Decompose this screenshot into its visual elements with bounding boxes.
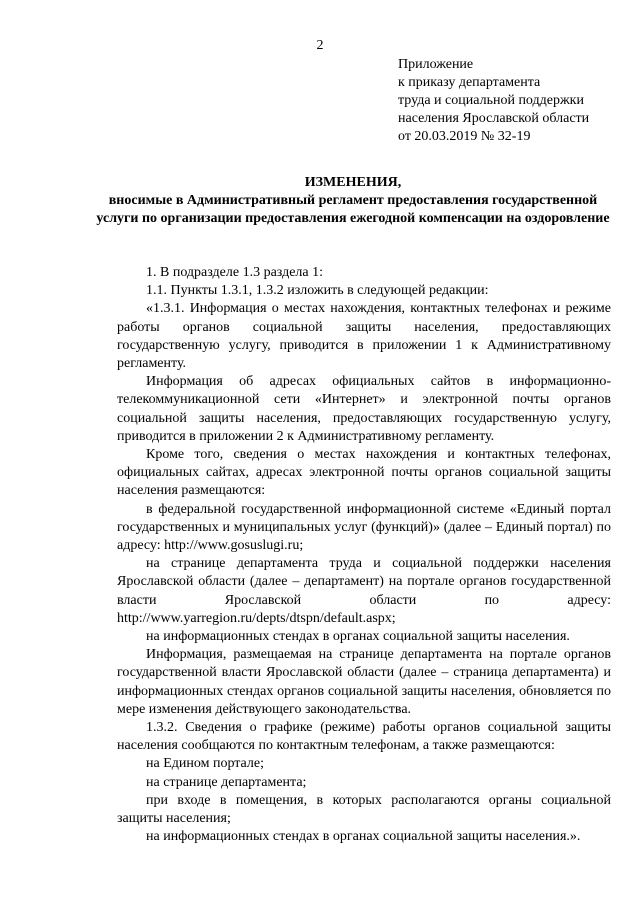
appendix-line: от 20.03.2019 № 32-19 (398, 129, 531, 144)
appendix-line: труда и социальной поддержки (398, 93, 584, 108)
appendix-line: к приказу департамента (398, 75, 541, 90)
document-body (117, 264, 611, 847)
appendix-header (398, 56, 628, 146)
body-paragraph: на странице департамента; (146, 774, 307, 790)
body-paragraph: 1. В подразделе 1.3 раздела 1: (146, 265, 323, 280)
body-paragraph: на информационных стендах в органах социальной защиты населения.». (146, 829, 581, 845)
title-main: ИЗМЕНЕНИЯ, (304, 175, 402, 190)
body-paragraph: на странице департамента труда и социальной поддержки населения Ярославской области (далее – департамент) на портале органов государственной власти Ярославской области по адресу: http://www.yarregion.ru/depts/dtspn/default.aspx; (117, 556, 611, 626)
body-paragraph: Информация, размещаемая на странице департамента на портале органов государственной власти Ярославской области (далее – страница департамента) и информационных стендах органов социальной защиты населения, обновляется по мере изменения действующего законодательства. (117, 647, 611, 717)
document-title (95, 174, 611, 228)
body-paragraph: в федеральной государственной информационной системе «Единый портал государственных и муниципальных услуг (функций)» (далее – Единый портал) по адресу: http://www.gosuslugi.ru; (117, 501, 611, 554)
body-paragraph: Кроме того, сведения о местах нахождения и контактных телефонах, официальных сайтах, адресах электронной почты органов социальной защиты населения размещаются: (117, 447, 611, 499)
appendix-line: Приложение (398, 57, 474, 72)
body-paragraph: 1.1. Пункты 1.3.1, 1.3.2 изложить в следующей редакции: (146, 283, 489, 299)
body-paragraph: Информация об адресах официальных сайтов в информационно-телекоммуникационной сети «Интернет» и электронной почты органов социальной защиты населения, предоставляющих государственную услугу, приводится в приложении 2 к Административному регламенту. (117, 374, 611, 444)
page-number: 2 (316, 38, 324, 53)
body-paragraph: 1.3.2. Сведения о графике (режиме) работы органов социальной защиты населения сообщаются по контактным телефонам, а также размещаются: (117, 720, 611, 754)
body-paragraph: на Едином портале; (146, 756, 264, 772)
body-paragraph: при входе в помещения, в которых располагаются органы социальной защиты населения; (117, 792, 611, 827)
body-paragraph: «1.3.1. Информация о местах нахождения, контактных телефонах и режиме работы органов социальной защиты населения, предоставляющих государственную услугу, приводится в приложении 1 к Административному регламенту. (117, 301, 611, 372)
title-subtitle: вносимые в Административный регламент предоставления государственной услуги по организации предоставления ежегодной компенсации на оздоровление (96, 193, 610, 226)
appendix-line: населения Ярославской области (398, 111, 590, 126)
body-paragraph: на информационных стендах в органах социальной защиты населения. (146, 629, 570, 645)
